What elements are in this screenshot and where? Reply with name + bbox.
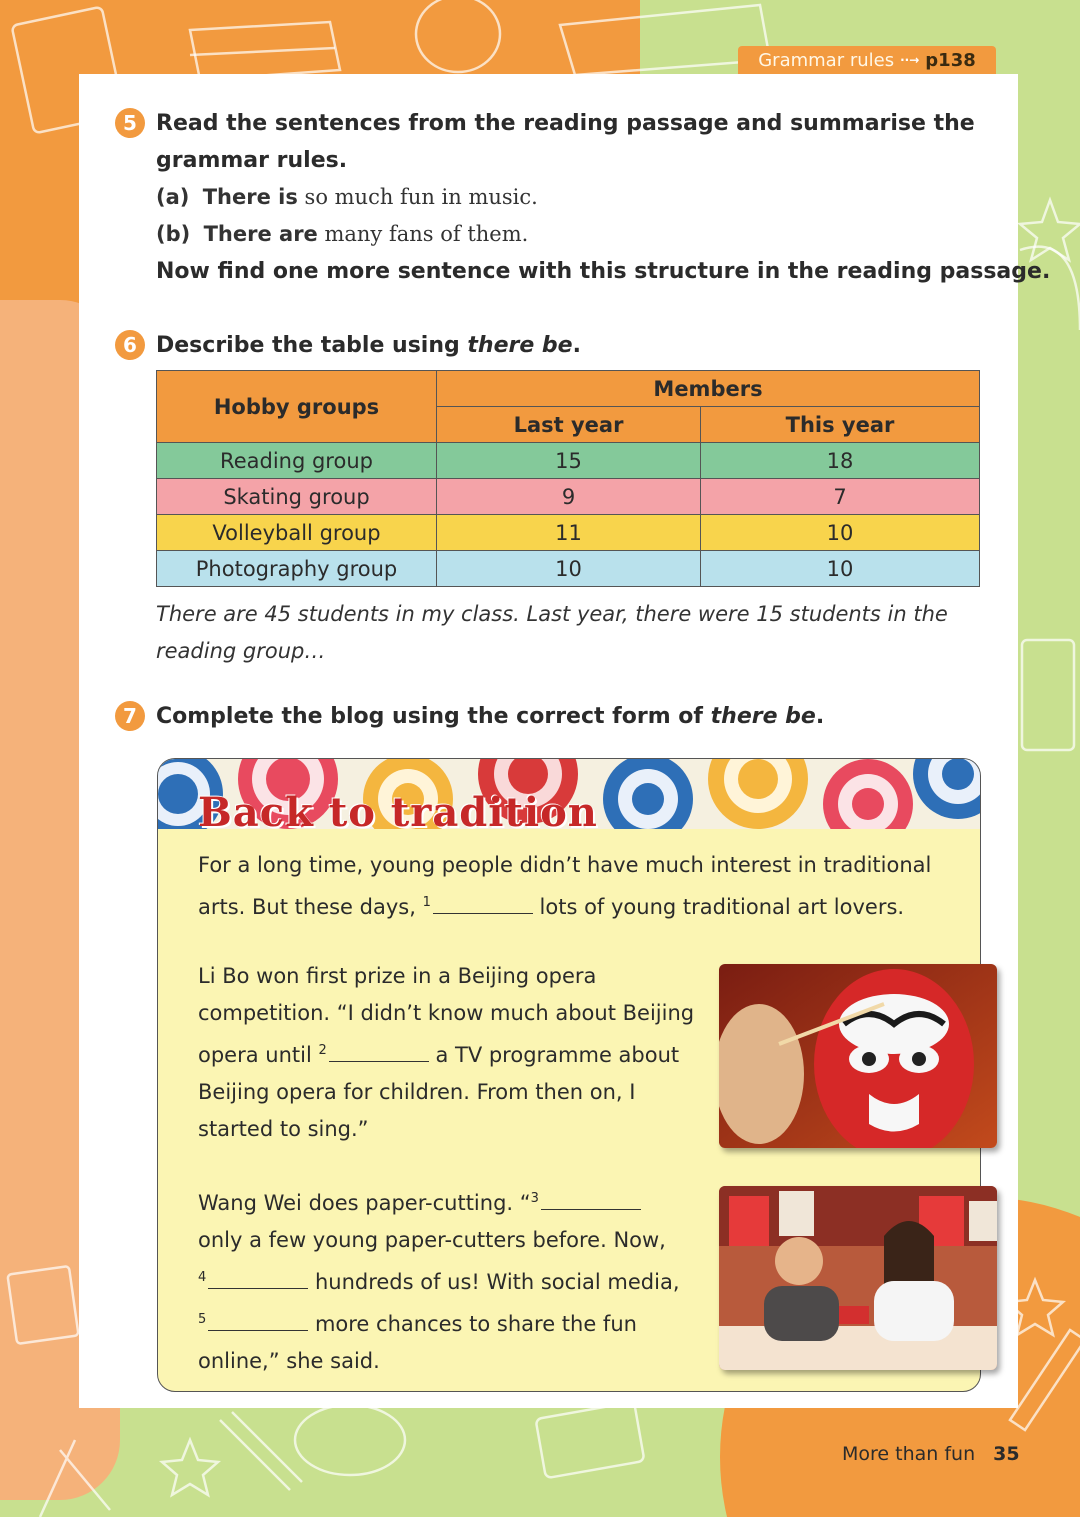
instruction-italic: there be [467,333,573,358]
exercise-number-5: 5 [115,108,145,138]
arrow-icon: ··→ [900,53,920,67]
grammar-rules-page: p138 [925,49,976,71]
pencil-doodle-icon [220,1420,290,1490]
table-row [157,443,980,479]
instruction-text: Describe the table using [156,333,468,358]
sentence-a-rest: so much fun in music. [297,185,538,209]
p2-line3 [198,1032,718,1074]
cell-group: Reading group [157,443,437,479]
p3-line4 [198,1301,718,1343]
p1-line1: For a long time, young people didn’t have much interest in traditional [198,853,932,877]
p2-line5: started to sing.” [198,1117,369,1141]
header-this-year: This year [701,407,980,443]
blog-title: Back to tradition [198,789,598,836]
star-doodle-icon [1020,200,1080,260]
exercise-5-sentence-b [156,216,528,253]
answer-blank-1[interactable] [433,889,533,914]
instruction-text: Complete the blog using the correct form of [156,704,711,729]
hobby-groups-table [156,370,980,587]
blank-number: 1 [422,895,431,910]
example-line2: reading group… [156,639,326,663]
opera-face-paint-image [719,964,997,1148]
speech-bubble-doodle-icon [295,1405,405,1475]
p1-line2-start: arts. But these days, [198,895,423,919]
sentence-b-label: (b) [156,222,191,246]
example-line1: There are 45 students in my class. Last year, there were 15 students in the [156,602,948,626]
sentence-a-label: (a) [156,185,190,209]
exercise-5-sentence-a [156,179,538,216]
paper-cutting-scene-image [719,1186,997,1370]
block-doodle-icon [7,1266,78,1344]
cell-last-year: 11 [437,515,701,551]
page-number: 35 [993,1443,1020,1465]
cell-last-year: 9 [437,479,701,515]
p3-line1 [198,1180,718,1222]
instruction-italic: there be [710,704,816,729]
question-bubble-doodle-icon [416,0,500,72]
p3-line3-end: hundreds of us! With social media, [308,1270,680,1294]
exercise-number-7: 7 [115,701,145,731]
answer-blank-2[interactable] [329,1037,429,1062]
cell-group: Photography group [157,551,437,587]
blank-number: 4 [198,1270,207,1285]
blank-number: 5 [198,1312,207,1327]
exercise-5-task: Now find one more sentence with this structure in the reading passage. [156,259,1051,284]
header-last-year: Last year [437,407,701,443]
table-row [157,515,980,551]
p3-line4-end: more chances to share the fun [308,1312,637,1336]
p3-line5: online,” she said. [198,1349,380,1373]
blank-number: 3 [530,1191,539,1206]
p3-line2: only a few young paper-cutters before. Now, [198,1228,666,1252]
unit-title: More than fun [842,1443,976,1465]
paper-cutting-photo [719,1186,997,1370]
table-row [157,479,980,515]
page-footer [842,1443,1020,1465]
cell-group: Volleyball group [157,515,437,551]
exercise-5-instruction-line2: grammar rules. [156,148,348,173]
p2-line3-start: opera until [198,1043,319,1067]
p2-line1: Li Bo won first prize in a Beijing opera [198,964,597,988]
p3-line3 [198,1259,718,1301]
header-members: Members [437,371,980,407]
p2-line3-end: a TV programme about [428,1043,680,1067]
answer-blank-3[interactable] [541,1185,641,1210]
star-doodle-icon [162,1440,218,1495]
instruction-end: . [572,333,581,358]
exercise-6-instruction [156,327,581,364]
cell-group: Skating group [157,479,437,515]
p1-line2 [198,884,958,926]
exercise-5-instruction-line1: Read the sentences from the reading passage and summarise the [156,111,975,136]
pencil-doodle-icon [1010,1330,1080,1430]
cell-last-year: 15 [437,443,701,479]
p1-line2-end: lots of young traditional art lovers. [532,895,905,919]
exercise-7-instruction [156,698,824,735]
sentence-a-bold: There is [202,185,298,209]
instruction-end: . [815,704,825,729]
grammar-rules-tab[interactable] [738,46,996,74]
blank-number: 2 [318,1043,327,1058]
blog-paragraph-3 [198,1180,718,1380]
table-row [157,551,980,587]
exercise-6-example [156,596,986,670]
blog-paragraph-1 [198,847,958,926]
answer-blank-4[interactable] [208,1264,308,1289]
abc-card-doodle-icon [536,1402,645,1478]
sentence-b-bold: There are [203,222,318,246]
letter-a-doodle-icon [40,1440,110,1517]
cell-this-year: 10 [701,551,980,587]
p3-line1-start: Wang Wei does paper-cutting. “ [198,1191,531,1215]
cell-last-year: 10 [437,551,701,587]
p2-line4: Beijing opera for children. From then on, I [198,1080,636,1104]
cell-this-year: 18 [701,443,980,479]
answer-blank-5[interactable] [208,1306,308,1331]
header-hobby-groups: Hobby groups [157,371,437,443]
cell-this-year: 7 [701,479,980,515]
grammar-rules-label: Grammar rules [758,49,895,71]
sentence-b-rest: many fans of them. [317,222,529,246]
p2-line2: competition. “I didn’t know much about Beijing [198,1001,695,1025]
cell-this-year: 10 [701,515,980,551]
diary-doodle-icon [1022,640,1074,750]
exercise-number-6: 6 [115,330,145,360]
opera-mask-photo [719,964,997,1148]
blog-paragraph-2 [198,958,718,1148]
